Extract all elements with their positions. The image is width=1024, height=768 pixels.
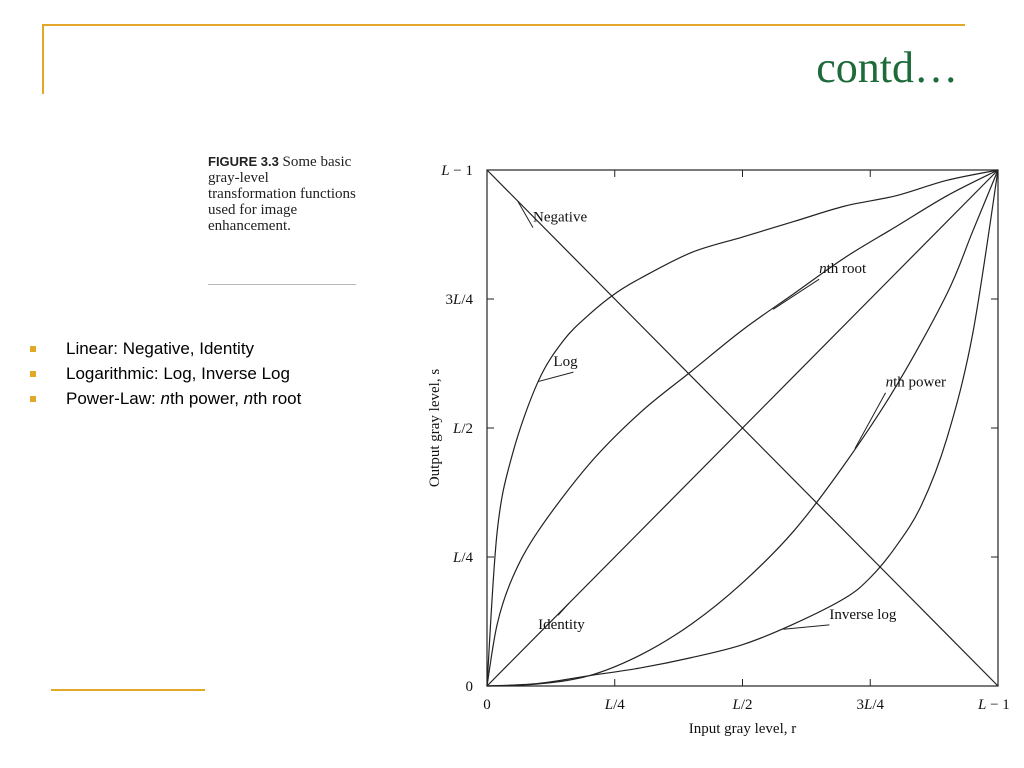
bullet-text-power-law-mid: th power, xyxy=(169,389,244,408)
figure-caption-label: FIGURE 3.3 xyxy=(208,154,279,169)
bullet-text-linear: Linear: Negative, Identity xyxy=(66,339,255,358)
bullet-text-logarithmic: Logarithmic: Log, Inverse Log xyxy=(66,364,290,383)
x-tick-label: L/2 xyxy=(732,697,753,713)
slide-title: contd… xyxy=(816,43,958,92)
x-tick-label: L − 1 xyxy=(978,697,1010,713)
annotation-negative: Negative xyxy=(532,209,588,226)
annotation-log: Log xyxy=(553,354,578,371)
bullet-text-power-law-suffix: th root xyxy=(253,389,302,408)
bullet-text-power-law-prefix: Power-Law: xyxy=(66,389,161,408)
y-tick-label: L − 1 xyxy=(441,163,473,179)
x-tick-label: 3L/4 xyxy=(856,697,885,713)
annotation-inverse-log: Inverse log xyxy=(829,606,897,623)
annotation-leader-nth-root xyxy=(773,279,819,309)
x-tick-label: L/4 xyxy=(604,697,625,713)
annotation-leader-nth-power xyxy=(855,393,886,449)
y-tick-label: L/4 xyxy=(452,550,473,566)
annotation-nth-root: nth root xyxy=(819,261,867,278)
annotation-leader-identity xyxy=(558,603,569,615)
y-tick-label: 3L/4 xyxy=(445,292,473,308)
figure-caption-text: Some basic gray-level transformation functions used for image enhancement. xyxy=(208,154,356,234)
bullet-text-italic-n: n xyxy=(243,389,254,408)
bullet-text-italic-n: n xyxy=(160,389,170,408)
y-axis-label: Output gray level, s xyxy=(427,368,443,488)
annotation-identity: Identity xyxy=(538,617,585,634)
annotation-leader-log xyxy=(538,372,573,381)
y-tick-label: 0 xyxy=(465,679,473,695)
annotation-nth-power: nth power xyxy=(885,374,946,391)
y-tick-label: L/2 xyxy=(452,421,473,437)
x-tick-label: 0 xyxy=(483,697,491,713)
x-axis-label: Input gray level, r xyxy=(688,721,797,737)
